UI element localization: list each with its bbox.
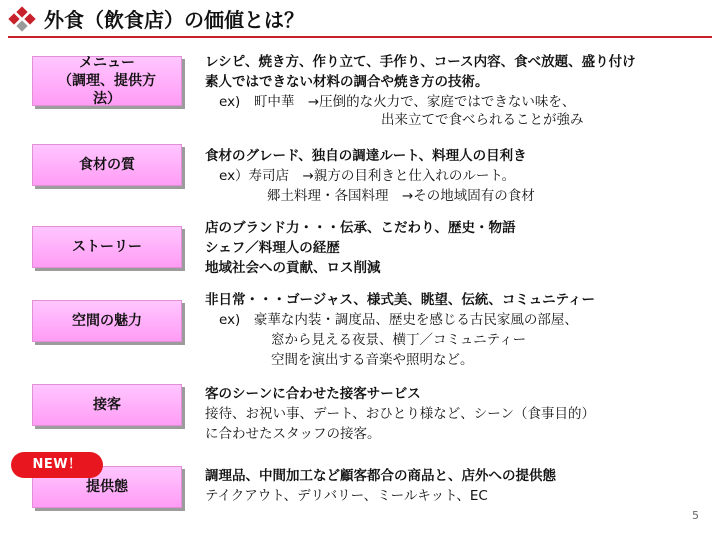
page-title: 外食（飲食店）の価値とは？	[44, 8, 304, 32]
category-label-line: 法）	[93, 91, 121, 107]
desc-offering	[205, 466, 625, 506]
desc-line: ex）寿司店 →親方の目利きと仕入れのルート。	[219, 168, 516, 184]
new-badge: NEW！	[11, 452, 103, 478]
desc-line: 店のブランド力・・・伝承、こだわり、歴史・物語	[205, 220, 516, 236]
desc-line: 素人ではできない材料の調合や焼き方の技術。	[205, 74, 489, 90]
category-label-line: （調理、提供方	[58, 73, 156, 89]
desc-line: 食材のグレード、独自の調達ルート、料理人の目利き	[205, 148, 527, 164]
page-number: 5	[692, 509, 699, 522]
desc-space	[205, 290, 700, 370]
category-story	[32, 226, 182, 268]
category-label: 提供態	[86, 479, 128, 495]
desc-line: ex) 町中華 →圧倒的な火力で、家庭ではできない味を、	[219, 94, 576, 110]
desc-menu	[205, 52, 700, 128]
category-space	[32, 300, 182, 342]
category-label: 接客	[93, 397, 121, 413]
desc-line: ex) 豪華な内装・調度品、歴史を感じる古民家風の部屋、	[219, 312, 578, 328]
desc-service	[205, 384, 700, 444]
desc-line: テイクアウト、デリバリー、ミールキット、EC	[205, 488, 488, 504]
desc-line: 郷土料理・各国料理 →その地域固有の食材	[267, 188, 535, 204]
desc-ingredients	[205, 146, 700, 206]
category-menu	[32, 56, 182, 106]
desc-line: に合わせたスタッフの接客。	[205, 426, 381, 442]
category-label: 食材の質	[79, 157, 135, 173]
desc-line: レシピ、焼き方、作り立て、手作り、コース内容、食べ放題、盛り付け	[205, 54, 636, 70]
desc-line: 地域社会への貢献、ロス削減	[205, 260, 381, 276]
title-divider	[8, 36, 712, 38]
category-label: 空間の魅力	[72, 313, 142, 329]
desc-line: 空間を演出する音楽や照明など。	[271, 352, 474, 368]
desc-line: 出来立てで食べられることが強み	[381, 112, 584, 128]
category-service	[32, 384, 182, 426]
category-ingredients	[32, 144, 182, 186]
desc-line: 調理品、中間加工など顧客都合の商品と、店外への提供態	[205, 468, 556, 484]
logo-icon	[8, 6, 36, 32]
desc-story	[205, 218, 700, 278]
category-label-line: メニュー	[79, 55, 135, 71]
desc-line: 非日常・・・ゴージャス、様式美、眺望、伝統、コミュニティー	[205, 292, 596, 308]
category-label: ストーリー	[72, 239, 142, 255]
desc-line: シェフ／料理人の経歴	[205, 240, 340, 256]
desc-line: 接待、お祝い事、デート、おひとり様など、シーン（食事目的）	[205, 406, 596, 422]
desc-line: 窓から見える夜景、横丁／コミュニティー	[271, 332, 527, 348]
desc-line: 客のシーンに合わせた接客サービス	[205, 386, 421, 402]
